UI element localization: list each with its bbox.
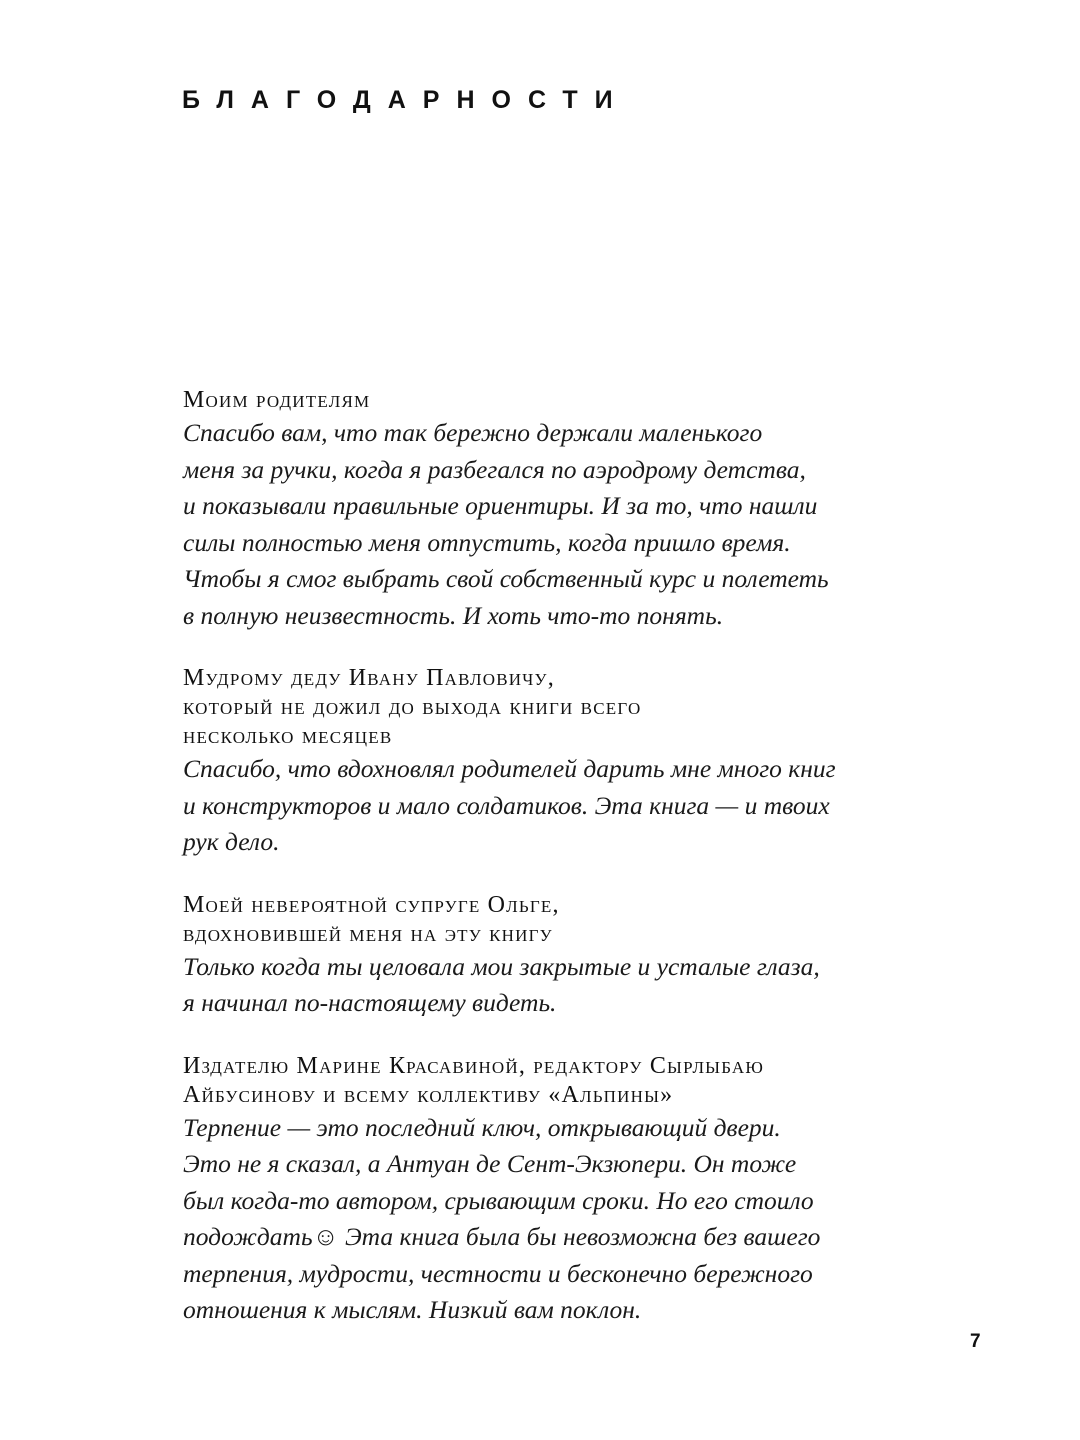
message-line: Спасибо вам, что так бережно держали маленького	[183, 418, 763, 447]
message-line: был когда-то автором, срывающим сроки. Но его стоило	[183, 1185, 814, 1215]
dedicatee-heading	[183, 1052, 943, 1110]
message-line: и показывали правильные ориентиры. И за то, что нашли	[183, 491, 818, 520]
dedication-message	[183, 949, 943, 1022]
message-line: Это не я сказал, а Антуан де Сент-Экзюпери. Он тоже	[183, 1149, 797, 1178]
page-title: БЛАГОДАРНОСТИ	[182, 86, 630, 114]
message-line: Только когда ты целовала мои закрытые и усталые глаза,	[183, 951, 820, 981]
dedicatee-heading	[183, 891, 943, 949]
dedication-message	[183, 415, 943, 634]
dedicatee-line: Моей невероятной супруге Ольге,	[183, 891, 560, 918]
dedication-message	[183, 751, 943, 861]
message-line: отношения к мыслям. Низкий вам поклон.	[183, 1295, 642, 1324]
section-grandfather	[183, 664, 943, 861]
section-publisher	[183, 1052, 943, 1329]
message-line: терпения, мудрости, честности и бесконечно бережного	[183, 1258, 813, 1288]
dedicatee-heading	[183, 664, 943, 751]
message-line: меня за ручки, когда я разбегался по аэродрому детства,	[183, 454, 806, 484]
dedicatee-line: Моим родителям	[183, 387, 371, 413]
message-line: Чтобы я смог выбрать свой собственный курс и полететь	[183, 564, 829, 593]
message-line: Спасибо, что вдохновлял родителей дарить мне много книг	[183, 754, 836, 783]
dedicatee-line: Издателю Марине Красавиной, редактору Сырлыбаю	[183, 1052, 765, 1079]
dedicatee-line: несколько месяцев	[183, 723, 393, 749]
message-line: я начинал по-настоящему видеть.	[183, 988, 557, 1017]
message-line: Терпение — это последний ключ, открывающий двери.	[183, 1112, 781, 1142]
page-number: 7	[970, 1331, 981, 1352]
dedicatee-line: Айбусинову и всему коллективу «Альпины»	[183, 1081, 674, 1108]
dedication-message	[183, 1110, 943, 1329]
message-line: и конструкторов и мало солдатиков. Эта книга — и твоих	[183, 790, 830, 820]
acknowledgements-body	[183, 386, 943, 1359]
message-line: подождать☺ Эта книга была бы невозможна без вашего	[183, 1222, 821, 1251]
dedicatee-line: который не дожил до выхода книги всего	[183, 694, 642, 720]
section-spouse	[183, 891, 943, 1022]
section-parents	[183, 386, 943, 634]
dedicatee-heading	[183, 386, 943, 415]
dedicatee-line: Мудрому деду Ивану Павловичу,	[183, 665, 555, 691]
message-line: в полную неизвестность. И хоть что-то понять.	[183, 600, 724, 630]
dedicatee-line: вдохновившей меня на эту книгу	[183, 920, 553, 947]
message-line: силы полностью меня отпустить, когда пришло время.	[183, 527, 791, 557]
message-line: рук дело.	[183, 827, 280, 856]
